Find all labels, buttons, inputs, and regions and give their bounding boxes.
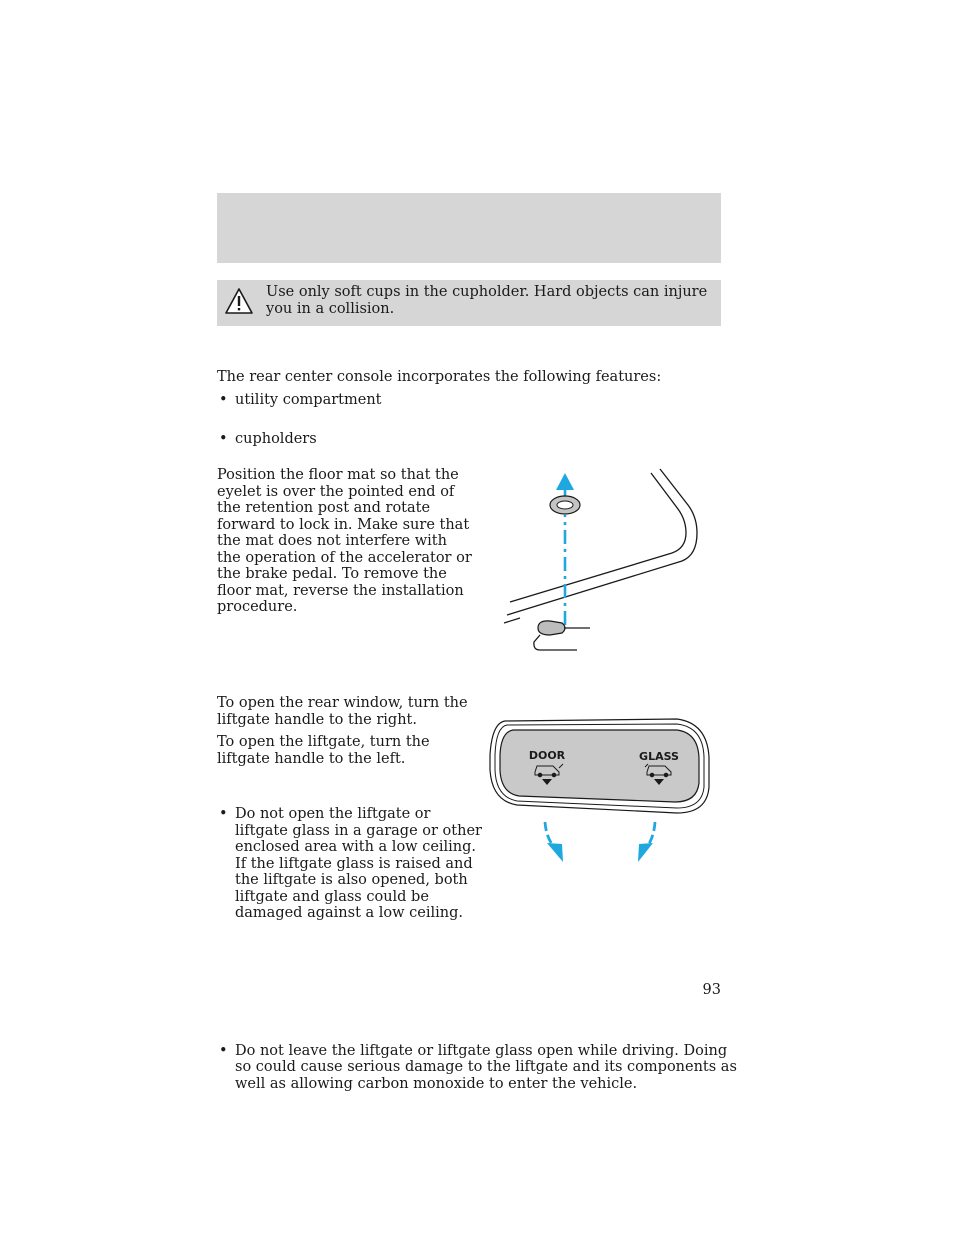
door-label: DOOR	[528, 749, 566, 762]
glass-label: GLASS	[639, 750, 679, 763]
mat-edge-stub	[504, 618, 520, 623]
right-turn-arrowhead-icon	[638, 843, 653, 862]
liftgate-handle-diagram	[487, 715, 712, 867]
page-number: 93	[702, 982, 721, 998]
liftgate-warning-item: • Do not leave the liftgate or liftgate glass open while driving. Doing so could cause serious damage to the liftgate and its components as well as allowing carbon monoxide to enter the vehicle.	[217, 1043, 739, 1093]
warning-box	[217, 280, 721, 326]
warning-icon	[224, 286, 254, 316]
up-arrow-icon	[556, 473, 574, 490]
section-header-bar	[217, 193, 721, 263]
console-intro: The rear center console incorporates the following features:	[217, 369, 662, 385]
liftgate-para-2: To open the liftgate, turn the liftgate handle to the left.	[217, 734, 430, 767]
floor-mat-diagram	[500, 465, 710, 655]
eyelet-hole	[557, 501, 573, 509]
console-feature-item: • utility compartment	[217, 392, 715, 409]
warning-text: Use only soft cups in the cupholder. Hard objects can injure you in a collision.	[266, 284, 708, 317]
left-turn-arrowhead-icon	[547, 843, 563, 862]
liftgate-handle	[500, 730, 699, 802]
liftgate-para-1: To open the rear window, turn the liftgate handle to the right.	[217, 695, 468, 728]
floor-mat-text: Position the floor mat so that the eyelet is over the pointed end of the retention post and rotate forward to lock in. Make sure that the mat does not interfere with the operation of the accelerator or the brake pedal. To remove the floor mat, reverse the installation procedure.	[217, 467, 472, 615]
mat-edge-outer	[510, 473, 686, 602]
liftgate-warning-item: • Do not open the liftgate or liftgate glass in a garage or other enclosed area with a low ceiling. If the liftgate glass is raised and the liftgate is also opened, both liftgate and glass could be damaged against a low ceiling.	[217, 806, 487, 922]
retention-post-icon	[538, 621, 565, 635]
mat-edge-inner	[507, 469, 697, 615]
console-feature-item: • cupholders	[217, 431, 715, 448]
floor-line	[534, 635, 577, 650]
